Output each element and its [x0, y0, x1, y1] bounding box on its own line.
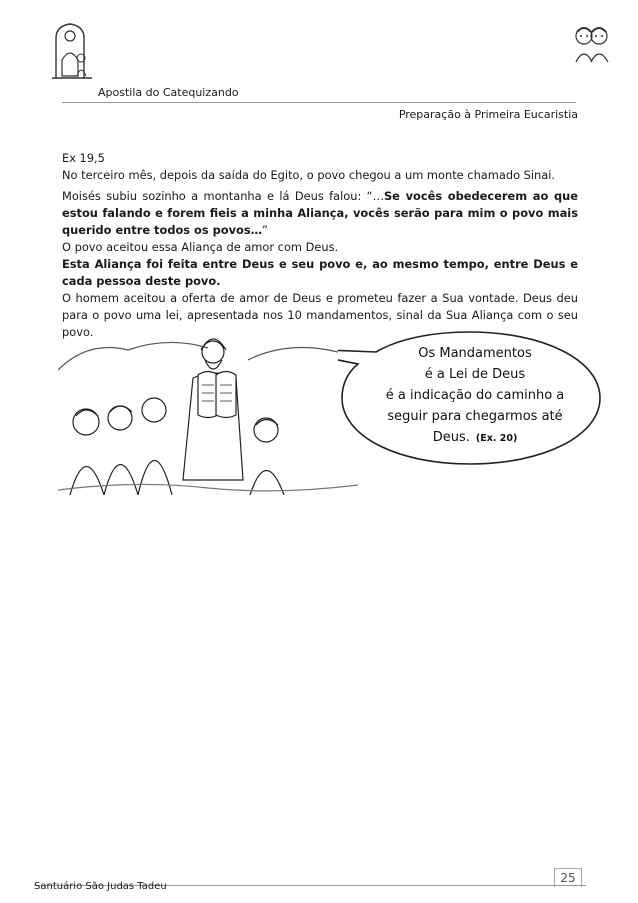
- bubble-line-4: seguir para chegarmos até: [387, 409, 563, 424]
- children-logo-icon: [572, 22, 612, 64]
- bubble-line-2: é a Lei de Deus: [424, 367, 526, 382]
- paragraph-moses: [62, 188, 578, 239]
- bubble-message: [370, 343, 580, 449]
- page-number: 25: [554, 868, 582, 887]
- footer-text: Santuário São Judas Tadeu: [34, 881, 167, 892]
- paragraph-law: O homem aceitou a oferta de amor de Deus e prometeu fazer a Sua vontade. Deus deu para o povo uma lei, apresentada nos 10 mandamentos, sinal da Sua Aliança com o seu povo.: [62, 291, 578, 339]
- document-subtitle: Preparação à Primeira Eucaristia: [398, 108, 578, 121]
- bible-reference: Ex 19,5: [62, 151, 105, 165]
- header-divider: [62, 102, 576, 103]
- moses-intro: Moisés subiu sozinho a montanha e lá Deus falou: “…: [62, 189, 384, 203]
- alliance-statement: Esta Aliança foi feita entre Deus e seu povo e, ao mesmo tempo, entre Deus e cada pessoa deste povo.: [62, 257, 578, 288]
- bubble-reference: (Ex. 20): [475, 433, 518, 444]
- lesson-text: [62, 150, 578, 341]
- paragraph-accept: O povo aceitou essa Aliança de amor com Deus.: [62, 240, 339, 254]
- god-quote: Se vocês obedecerem ao que estou falando e forem fieis a minha Aliança, vocês serão para mim o povo mais querido entre todos os povos…: [62, 189, 578, 237]
- catechism-logo-icon: [50, 20, 94, 80]
- moses-tablets-illustration: [58, 330, 358, 495]
- quote-close: ”: [262, 223, 268, 237]
- bubble-line-3: é a indicação do caminho a: [385, 388, 565, 403]
- bubble-line-5: [370, 427, 580, 449]
- paragraph-sinai: No terceiro mês, depois da saída do Egito, o povo chegou a um monte chamado Sinai.: [62, 168, 556, 182]
- document-title: Apostila do Catequizando: [98, 86, 239, 99]
- bubble-line-1: Os Mandamentos: [418, 346, 532, 361]
- paragraph-alliance: [62, 256, 578, 290]
- bubble-deus: Deus.: [432, 430, 470, 445]
